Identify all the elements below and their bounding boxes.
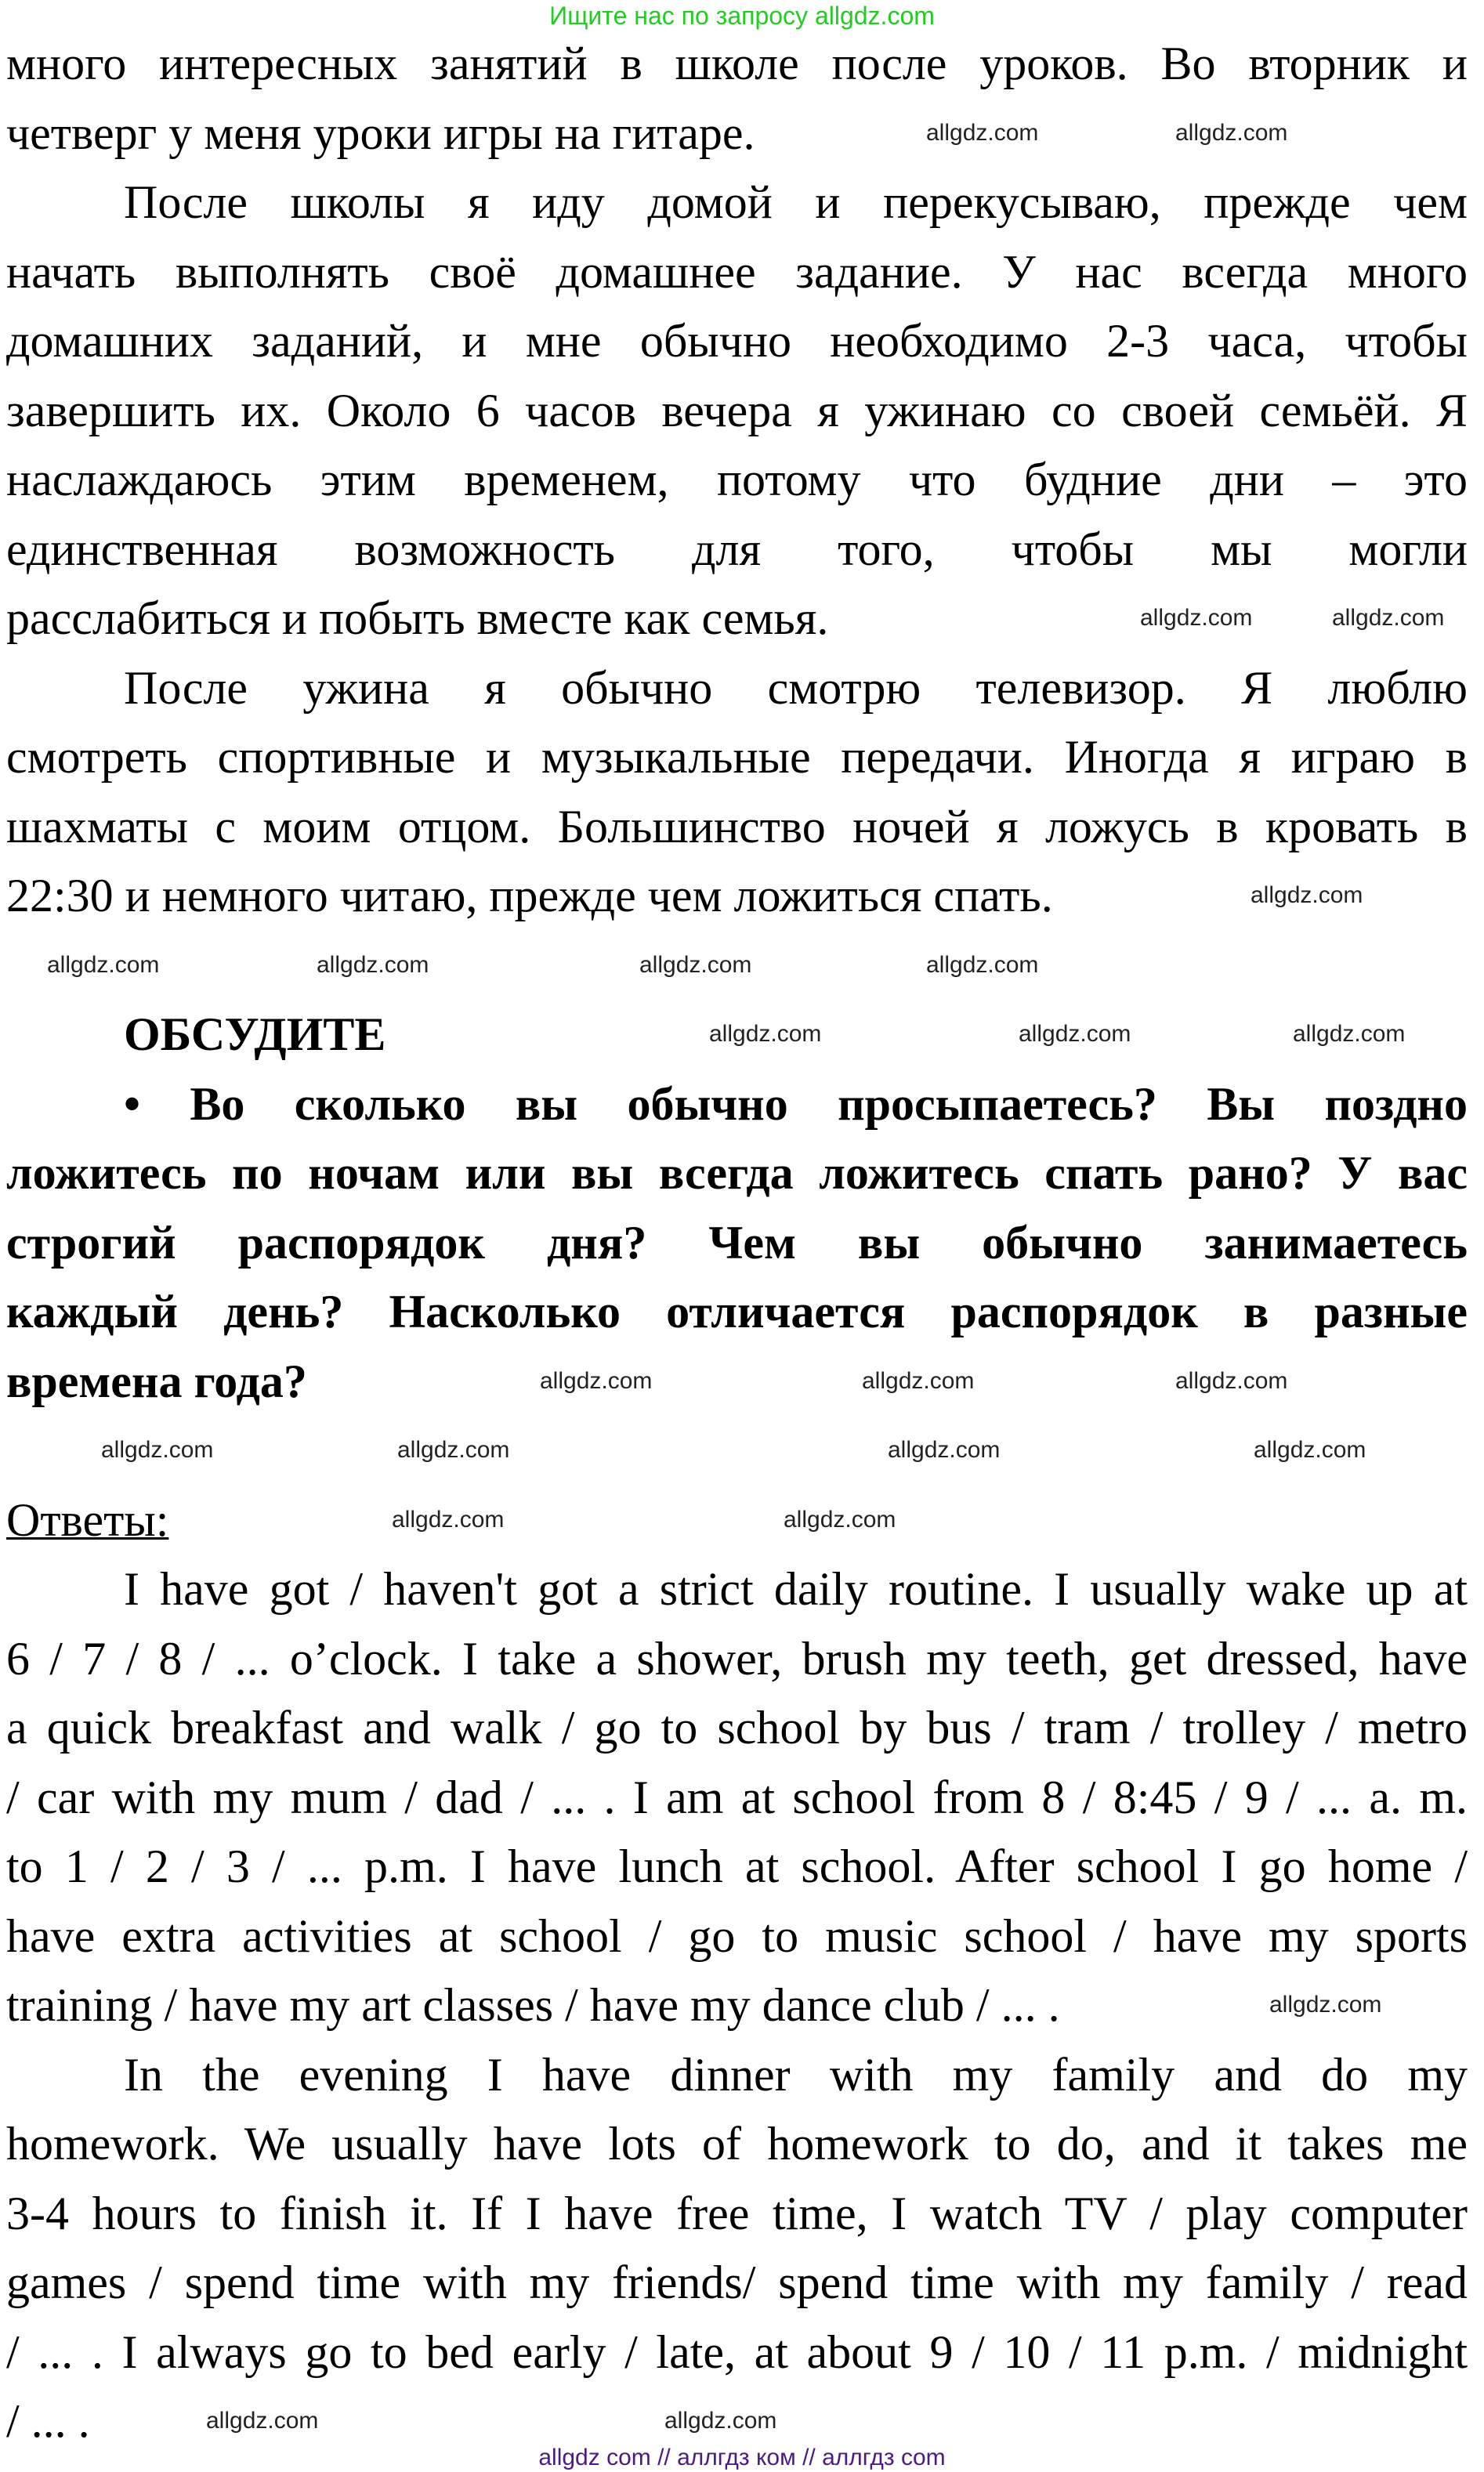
text-line-content: to 1 / 2 / 3 / ... p.m. I have lunch at school. After school I go home / [6,1840,1468,1892]
text-line-content: Ответы: [6,1493,169,1546]
watermark: allgdz.com [392,1506,505,1533]
text-line [6,1902,1468,1971]
watermark: allgdz.com [1254,1437,1366,1463]
watermark: allgdz.com [1251,882,1363,908]
text-line-content: После ужина я обычно смотрю телевизор. Я люблю [124,661,1468,714]
text-line-content: / ... . I always go to bed early / late, at about 9 / 10 / 11 p.m. / midnight [6,2325,1468,2378]
text-line-content: / ... . [6,2395,90,2447]
watermark: allgdz.com [317,951,429,978]
text-line [124,1070,1468,1138]
text-line [6,306,1468,375]
text-line [124,653,1468,722]
text-line-content: времена года? [6,1355,307,1407]
text-line-content: homework. We usually have lots of homework to do, and it takes me [6,2118,1468,2170]
answers-heading [6,1486,1468,1555]
watermark: allgdz.com [47,951,160,978]
watermark: allgdz.com [540,1367,653,1394]
text-line-content: training / have my art classes / have my dance club / ... . [6,1979,1060,2031]
text-line-content: домашних заданий, и мне обычно необходимо 2-3 часа, чтобы [6,315,1468,367]
watermark: allgdz.com [101,1437,214,1463]
text-line-content: 22:30 и немного читаю, прежде чем ложиться спать. [6,870,1053,921]
text-line-content: a quick breakfast and walk / go to school by bus / tram / trolley / metro [6,1702,1468,1754]
text-line-content: завершить их. Около 6 часов вечера я ужинаю со своей семьёй. Я [6,384,1468,436]
text-line [124,168,1468,237]
watermark: allgdz.com [1175,1367,1288,1394]
text-line-content: In the evening I have dinner with my family and do my [124,2048,1468,2101]
watermark: allgdz.com [1140,605,1253,631]
text-line-content: После школы я иду домой и перекусываю, прежде чем [124,176,1468,228]
watermark: allgdz.com [1293,1021,1406,1047]
text-line-content: games / spend time with my friends/ spend time with my family / read [6,2257,1468,2308]
text-line [6,1693,1468,1762]
text-line-content: • Во сколько вы обычно просыпаетесь? Вы поздно [124,1077,1468,1130]
text-line-content: I have got / haven't got a strict daily routine. I usually wake up at [124,1563,1468,1615]
text-line [6,1138,1468,1207]
text-line [6,1971,1468,2039]
watermark: allgdz.com [397,1437,510,1463]
text-line-content: много интересных занятий в школе после уроков. Во вторник и [6,38,1468,89]
watermark: allgdz.com [862,1367,975,1394]
text-line-content: смотреть спортивные и музыкальные передачи. Иногда я играю в [6,731,1468,783]
text-line-content: ОБСУДИТЕ [124,1008,386,1060]
text-line [6,2109,1468,2178]
text-line [6,2179,1468,2248]
text-line [6,722,1468,791]
text-line-content: каждый день? Насколько отличается распорядок в разные [6,1286,1468,1337]
text-line-content: have extra activities at school / go to music school / have my sports [6,1909,1468,1962]
text-line-content: / car with my mum / dad / ... . I am at school from 8 / 8:45 / 9 / ... a. m. [6,1771,1468,1823]
text-line [6,1277,1468,1346]
watermark: allgdz.com [926,951,1039,978]
watermark: allgdz.com [888,1437,1001,1463]
text-line [124,1555,1468,1623]
text-line-content: ложитесь по ночам или вы всегда ложитесь спать рано? У вас [6,1147,1468,1199]
watermark: allgdz.com [664,2408,777,2434]
watermark: allgdz.com [1269,1992,1382,2018]
text-line [6,29,1468,98]
footer-watermark: allgdz com // аллгдз ком // аллгдз com [538,2445,946,2470]
text-line [6,1208,1468,1277]
watermark: allgdz.com [926,119,1039,146]
text-line-content: строгий распорядок дня? Чем вы обычно занимаетесь [6,1216,1468,1269]
watermark: allgdz.com [784,1506,896,1533]
watermark: allgdz.com [1332,605,1445,631]
text-line [6,445,1468,514]
text-line-content: шахматы с моим отцом. Большинство ночей я ложусь в кровать в [6,800,1468,852]
text-line [6,2318,1468,2387]
text-line [6,792,1468,861]
text-line-content: наслаждаюсь этим временем, потому что будние дни – это [6,454,1468,505]
text-line [6,1624,1468,1693]
text-line-content: начать выполнять своё домашнее задание. У нас всегда много [6,245,1468,298]
text-line [124,2040,1468,2109]
text-line-content: четверг у меня уроки игры на гитаре. [6,107,755,159]
text-line-content: 6 / 7 / 8 / ... o’clock. I take a shower, brush my teeth, get dressed, have [6,1632,1468,1685]
watermark: allgdz.com [709,1021,822,1047]
text-line [6,376,1468,445]
watermark: allgdz.com [1175,119,1288,146]
text-line [6,1763,1468,1832]
text-line-content: 3-4 hours to finish it. If I have free time, I watch TV / play computer [6,2187,1468,2239]
watermark: allgdz.com [639,951,752,978]
text-line [6,237,1468,306]
text-line-content: единственная возможность для того, чтобы мы могли [6,523,1468,575]
text-line-content: расслабиться и побыть вместе как семья. [6,592,829,644]
search-banner: Ищите нас по запросу allgdz.com [549,2,935,30]
text-line [6,515,1468,584]
text-line [6,2248,1468,2317]
watermark: allgdz.com [206,2408,319,2434]
text-line [6,1832,1468,1901]
watermark: allgdz.com [1019,1021,1131,1047]
text-line [6,861,1468,930]
